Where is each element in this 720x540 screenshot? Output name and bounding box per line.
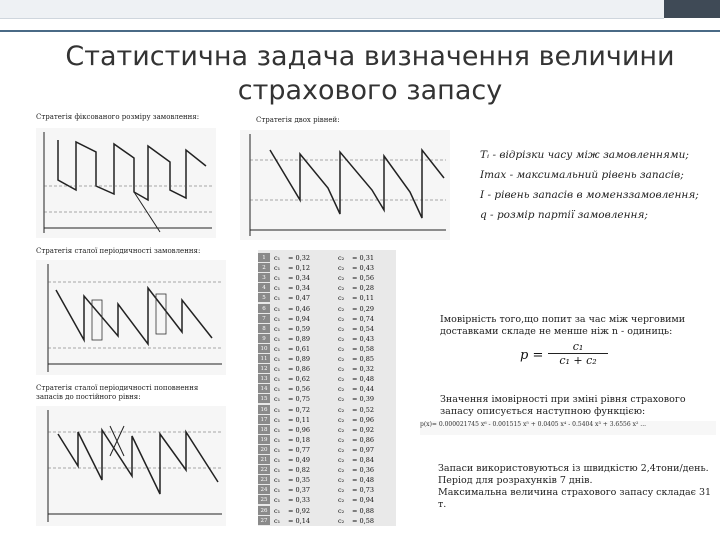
c2-value: = 0,11 — [352, 294, 374, 303]
c2-label: c₂ — [338, 284, 345, 293]
legend-item: q - розмір партії замовлення; — [480, 209, 648, 221]
c1-label: c₁ — [274, 435, 281, 444]
c1-value: = 0,33 — [288, 496, 310, 505]
row-number: 1 — [258, 253, 270, 262]
legend-definitions — [480, 148, 716, 228]
c1-label: c₁ — [274, 355, 281, 363]
row-number: 24 — [258, 485, 270, 494]
c2-value: = 0,56 — [352, 274, 374, 283]
c2-value: = 0,28 — [352, 284, 374, 293]
c2-label: c₂ — [338, 425, 345, 434]
c1-value: = 0,89 — [288, 355, 310, 363]
c2-label: c₂ — [338, 274, 345, 283]
table-row — [258, 364, 396, 374]
c2-label: c₂ — [338, 445, 345, 454]
caption-constant-period-level: Стратегія сталої періодичності поповнення запасів до постійного рівня: — [36, 384, 199, 401]
c1-label: c₁ — [274, 385, 281, 394]
c1-value: = 0,47 — [288, 294, 310, 303]
legend-item: Imax - максимальний рівень запасів; — [480, 169, 684, 181]
graph-constant-period-level — [36, 406, 226, 526]
row-number: 9 — [258, 334, 270, 343]
c2-label: c₂ — [338, 264, 345, 273]
conclusion — [438, 463, 718, 511]
c1-value: = 0,34 — [288, 274, 310, 283]
c1-value: = 0,96 — [288, 425, 310, 434]
c2-value: = 0,48 — [352, 476, 374, 485]
table-row — [258, 516, 396, 526]
c2-label: c₂ — [338, 496, 345, 505]
c2-value: = 0,36 — [352, 466, 374, 475]
row-number: 23 — [258, 475, 270, 484]
formula-denominator: c₁ + c₂ — [559, 354, 597, 367]
c1-label: c₁ — [274, 425, 281, 434]
table-row — [258, 465, 396, 475]
row-number: 17 — [258, 415, 270, 424]
c1-value: = 0,32 — [288, 254, 310, 262]
formula-numerator: c₁ — [548, 340, 608, 354]
c2-label: c₂ — [338, 395, 345, 404]
c2-label: c₂ — [338, 324, 345, 333]
graph-two-levels — [240, 130, 450, 240]
c1-value: = 0,49 — [288, 456, 310, 464]
c1-value: = 0,72 — [288, 405, 310, 414]
c1-label: c₁ — [274, 445, 281, 454]
c1-value: = 0,86 — [288, 365, 310, 374]
table-row — [258, 263, 396, 273]
c1-label: c₁ — [274, 274, 281, 283]
polynomial-formula: p(x)= 0.000021745 x⁶ - 0.001515 x⁵ + 0.0405 x⁴ - 0.5404 x³ + 3.6556 x² ... — [420, 421, 716, 435]
c1-label: c₁ — [274, 486, 281, 495]
c2-value: = 0,58 — [352, 516, 374, 525]
c1-label: c₁ — [274, 254, 281, 262]
c2-value: = 0,94 — [352, 496, 374, 505]
c1-value: = 0,82 — [288, 466, 310, 475]
c1-value: = 0,92 — [288, 506, 310, 515]
formula-lhs: p = — [520, 348, 544, 363]
c2-value: = 0,86 — [352, 435, 374, 444]
row-number: 25 — [258, 495, 270, 504]
c2-value: = 0,48 — [352, 375, 374, 384]
c1-value: = 0,37 — [288, 486, 310, 495]
c2-label: c₂ — [338, 415, 345, 424]
row-number: 26 — [258, 506, 270, 515]
table-row — [258, 506, 396, 516]
c1-value: = 0,62 — [288, 375, 310, 384]
c2-value: = 0,58 — [352, 344, 374, 353]
row-number: 13 — [258, 374, 270, 383]
c2-value: = 0,73 — [352, 486, 374, 495]
c1-value: = 0,14 — [288, 516, 310, 525]
row-number: 11 — [258, 354, 270, 363]
c1-label: c₁ — [274, 304, 281, 313]
c2-value: = 0,32 — [352, 365, 374, 374]
coefficients-table — [258, 250, 396, 526]
c2-value: = 0,44 — [352, 385, 374, 394]
row-number: 18 — [258, 425, 270, 434]
c1-label: c₁ — [274, 405, 281, 414]
table-row — [258, 405, 396, 415]
c1-label: c₁ — [274, 294, 281, 303]
c1-value: = 0,11 — [288, 415, 310, 424]
table-row — [258, 273, 396, 283]
table-row — [258, 415, 396, 425]
c2-label: c₂ — [338, 355, 345, 363]
row-number: 22 — [258, 465, 270, 474]
top-bar-light-segment — [0, 0, 664, 19]
legend-item: Tᵢ - відрізки часу між замовленнями; — [480, 149, 689, 161]
c1-value: = 0,77 — [288, 445, 310, 454]
row-number: 5 — [258, 293, 270, 302]
c1-label: c₁ — [274, 365, 281, 374]
c1-label: c₁ — [274, 375, 281, 384]
row-number: 10 — [258, 344, 270, 353]
c1-value: = 0,75 — [288, 395, 310, 404]
c2-label: c₂ — [338, 506, 345, 515]
c1-value: = 0,94 — [288, 314, 310, 323]
table-row — [258, 475, 396, 485]
c1-value: = 0,34 — [288, 284, 310, 293]
c1-label: c₁ — [274, 395, 281, 404]
conclusion-line: Запаси використовуються із швидкістю 2,4тони/день. — [438, 463, 709, 474]
c2-value: = 0,52 — [352, 405, 374, 414]
table-row — [258, 435, 396, 445]
c1-value: = 0,35 — [288, 476, 310, 485]
c1-value: = 0,61 — [288, 344, 310, 353]
c1-label: c₁ — [274, 344, 281, 353]
table-row — [258, 384, 396, 394]
c2-label: c₂ — [338, 314, 345, 323]
table-row — [258, 283, 396, 293]
c2-label: c₂ — [338, 456, 345, 464]
row-number: 21 — [258, 455, 270, 464]
c1-label: c₁ — [274, 264, 281, 273]
table-row — [258, 394, 396, 404]
table-row — [258, 324, 396, 334]
c1-label: c₁ — [274, 284, 281, 293]
row-number: 14 — [258, 384, 270, 393]
row-number: 8 — [258, 324, 270, 333]
c2-label: c₂ — [338, 466, 345, 475]
probability-text: Імовірність того,що попит за час між черговими доставками складе не менше ніж n - одиниць: — [440, 314, 686, 337]
table-row — [258, 344, 396, 354]
graph-fixed-size — [36, 128, 216, 238]
c1-label: c₁ — [274, 334, 281, 343]
c2-value: = 0,84 — [352, 456, 374, 464]
table-row — [258, 485, 396, 495]
conclusion-line: Період для розрахунків 7 днів. — [438, 475, 593, 486]
c2-label: c₂ — [338, 375, 345, 384]
table-row — [258, 455, 396, 465]
row-number: 15 — [258, 394, 270, 403]
c1-label: c₁ — [274, 496, 281, 505]
c2-value: = 0,92 — [352, 425, 374, 434]
table-row — [258, 253, 396, 263]
c2-label: c₂ — [338, 304, 345, 313]
caption-fixed-size: Стратегія фіксованого розміру замовлення: — [36, 113, 200, 121]
c2-label: c₂ — [338, 405, 345, 414]
caption-two-levels: Стратегія двох рівней: — [256, 116, 340, 124]
c2-value: = 0,43 — [352, 334, 374, 343]
c2-label: c₂ — [338, 334, 345, 343]
c1-label: c₁ — [274, 476, 281, 485]
c1-label: c₁ — [274, 506, 281, 515]
table-row — [258, 314, 396, 324]
row-number: 7 — [258, 314, 270, 323]
c2-label: c₂ — [338, 516, 345, 525]
row-number: 19 — [258, 435, 270, 444]
function-text: Значення імовірності при зміні рівня страхового запасу описується наступною функцією: — [440, 394, 686, 417]
c1-label: c₁ — [274, 516, 281, 525]
table-row — [258, 354, 396, 364]
c2-label: c₂ — [338, 385, 345, 394]
c1-label: c₁ — [274, 415, 281, 424]
table-row — [258, 495, 396, 505]
row-number: 27 — [258, 516, 270, 525]
c1-value: = 0,59 — [288, 324, 310, 333]
c2-value: = 0,54 — [352, 324, 374, 333]
c1-label: c₁ — [274, 456, 281, 464]
row-number: 12 — [258, 364, 270, 373]
c1-label: c₁ — [274, 314, 281, 323]
c1-label: c₁ — [274, 466, 281, 475]
graph-constant-period — [36, 260, 226, 375]
table-row — [258, 374, 396, 384]
c2-value: = 0,96 — [352, 415, 374, 424]
c1-value: = 0,18 — [288, 435, 310, 444]
table-row — [258, 293, 396, 303]
c2-value: = 0,97 — [352, 445, 374, 454]
c2-value: = 0,74 — [352, 314, 374, 323]
slide-top-bar — [0, 0, 720, 34]
c2-label: c₂ — [338, 294, 345, 303]
c2-label: c₂ — [338, 344, 345, 353]
table-row — [258, 334, 396, 344]
c1-value: = 0,89 — [288, 334, 310, 343]
top-bar-rule — [0, 30, 720, 32]
c1-label: c₁ — [274, 324, 281, 333]
c2-label: c₂ — [338, 476, 345, 485]
c2-value: = 0,39 — [352, 395, 374, 404]
slide-title: Статистична задача визначення величини страхового запасу — [65, 41, 675, 106]
c2-label: c₂ — [338, 254, 345, 262]
table-row — [258, 445, 396, 455]
row-number: 4 — [258, 283, 270, 292]
legend-item: I - рівень запасів в моменззамовлення; — [480, 189, 699, 201]
table-row — [258, 425, 396, 435]
c2-value: = 0,29 — [352, 304, 374, 313]
c2-label: c₂ — [338, 486, 345, 495]
probability-formula — [520, 340, 640, 370]
c2-label: c₂ — [338, 435, 345, 444]
row-number: 20 — [258, 445, 270, 454]
top-bar-dark-segment — [664, 0, 720, 18]
row-number: 2 — [258, 263, 270, 272]
c1-value: = 0,12 — [288, 264, 310, 273]
c2-value: = 0,31 — [352, 254, 374, 262]
caption-constant-period: Стратегія сталої періодичності замовлення: — [36, 247, 201, 255]
c2-value: = 0,85 — [352, 355, 374, 363]
c2-value: = 0,43 — [352, 264, 374, 273]
row-number: 6 — [258, 304, 270, 313]
c1-value: = 0,56 — [288, 385, 310, 394]
c1-value: = 0,46 — [288, 304, 310, 313]
conclusion-line: Максимальна величина страхового запасу складає 31 т. — [438, 487, 712, 510]
table-row — [258, 304, 396, 314]
row-number: 16 — [258, 405, 270, 414]
c2-label: c₂ — [338, 365, 345, 374]
c2-value: = 0,88 — [352, 506, 374, 515]
row-number: 3 — [258, 273, 270, 282]
